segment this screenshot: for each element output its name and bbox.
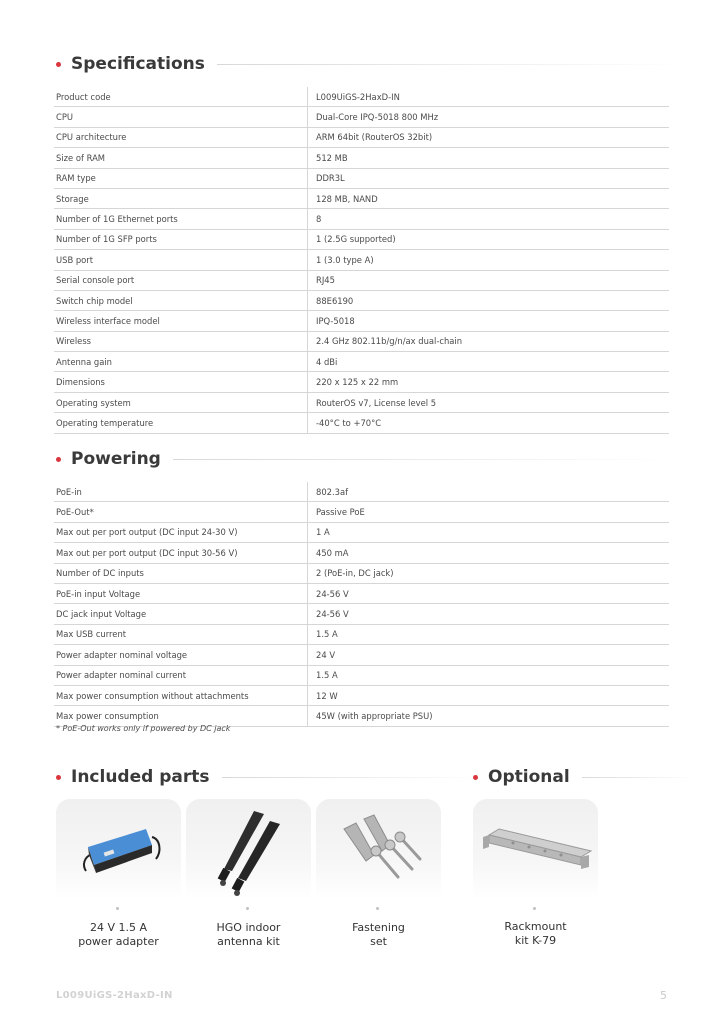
spec-row (54, 311, 669, 331)
section-title: Optional (488, 767, 570, 787)
spec-value: Dual-Core IPQ-5018 800 MHz (308, 107, 670, 127)
part-label (56, 921, 181, 949)
part-label (473, 920, 598, 948)
spec-row (54, 482, 669, 502)
spec-row (54, 543, 669, 563)
part-card-antenna-kit (186, 799, 311, 949)
part-label-line1: 24 V 1.5 A (89, 921, 148, 934)
spec-row (54, 685, 669, 705)
spec-key: Number of 1G Ethernet ports (54, 209, 308, 229)
spec-row (54, 372, 669, 392)
spec-key: Switch chip model (54, 290, 308, 310)
spec-value: 220 x 125 x 22 mm (308, 372, 670, 392)
spec-row (54, 604, 669, 624)
spec-value: -40°C to +70°C (308, 413, 670, 433)
spec-value: L009UiGS-2HaxD-IN (308, 87, 670, 107)
spec-row (54, 645, 669, 665)
part-card-power-adapter (56, 799, 181, 949)
spec-key: PoE-in (54, 482, 308, 502)
section-title: Included parts (71, 767, 210, 787)
specifications-table (54, 87, 669, 434)
card-dot (116, 907, 119, 910)
spec-key: Max USB current (54, 624, 308, 644)
spec-value: 1 (2.5G supported) (308, 229, 670, 249)
spec-key: Max power consumption (54, 706, 308, 726)
powering-header (56, 449, 673, 469)
spec-key: Max out per port output (DC input 24-30 V) (54, 522, 308, 542)
part-card-rackmount-kit (473, 799, 598, 949)
header-divider (173, 459, 673, 460)
spec-key: PoE-Out* (54, 502, 308, 522)
page-number: 5 (660, 989, 667, 1002)
spec-row (54, 502, 669, 522)
footer-model-name: L009UiGS-2HaxD-IN (56, 990, 173, 1001)
spec-key: CPU (54, 107, 308, 127)
spec-row (54, 107, 669, 127)
spec-row (54, 209, 669, 229)
part-label-line2: kit K-79 (514, 934, 557, 947)
spec-value: 450 mA (308, 543, 670, 563)
spec-value: 12 W (308, 685, 670, 705)
spec-value: 45W (with appropriate PSU) (308, 706, 670, 726)
spec-row (54, 229, 669, 249)
spec-row (54, 250, 669, 270)
spec-row (54, 583, 669, 603)
section-title: Powering (71, 449, 161, 469)
spec-key: RAM type (54, 168, 308, 188)
spec-key: Power adapter nominal voltage (54, 645, 308, 665)
part-label-line1: Rackmount (504, 920, 567, 933)
spec-key: Max power consumption without attachments (54, 685, 308, 705)
spec-key: Number of DC inputs (54, 563, 308, 583)
antenna-kit-image (186, 799, 311, 899)
spec-key: Size of RAM (54, 148, 308, 168)
bullet-dot-icon (56, 457, 61, 462)
spec-row (54, 665, 669, 685)
spec-row (54, 148, 669, 168)
header-divider (217, 64, 687, 65)
card-dot (533, 907, 536, 910)
spec-row (54, 290, 669, 310)
spec-key: CPU architecture (54, 127, 308, 147)
spec-row (54, 522, 669, 542)
spec-value: 24 V (308, 645, 670, 665)
spec-key: Wireless (54, 331, 308, 351)
spec-value: Passive PoE (308, 502, 670, 522)
spec-row (54, 188, 669, 208)
spec-row (54, 87, 669, 107)
part-label-line2: antenna kit (217, 935, 280, 948)
power-adapter-image (56, 799, 181, 899)
spec-value: 24-56 V (308, 604, 670, 624)
powering-table-body (54, 482, 669, 726)
spec-value: IPQ-5018 (308, 311, 670, 331)
optional-header (473, 767, 692, 787)
specifications-table-body (54, 87, 669, 433)
part-label (186, 921, 311, 949)
spec-row (54, 127, 669, 147)
part-card-fastening-set (316, 799, 441, 949)
spec-value: ARM 64bit (RouterOS 32bit) (308, 127, 670, 147)
fastening-set-image (316, 799, 441, 899)
card-dot (376, 907, 379, 910)
spec-key: Storage (54, 188, 308, 208)
spec-key: Number of 1G SFP ports (54, 229, 308, 249)
poe-out-footnote: * PoE-Out works only if powered by DC jack (56, 724, 231, 733)
spec-key: Max out per port output (DC input 30-56 V) (54, 543, 308, 563)
spec-value: 1.5 A (308, 665, 670, 685)
spec-value: 8 (308, 209, 670, 229)
spec-value: 2 (PoE-in, DC jack) (308, 563, 670, 583)
spec-key: DC jack input Voltage (54, 604, 308, 624)
spec-key: Product code (54, 87, 308, 107)
part-label-line2: power adapter (78, 935, 159, 948)
spec-row (54, 563, 669, 583)
spec-value: 2.4 GHz 802.11b/g/n/ax dual-chain (308, 331, 670, 351)
part-label (316, 921, 441, 949)
header-divider (582, 777, 692, 778)
section-title: Specifications (71, 54, 205, 74)
spec-key: PoE-in input Voltage (54, 583, 308, 603)
spec-row (54, 168, 669, 188)
included-parts-header (56, 767, 482, 787)
spec-key: Wireless interface model (54, 311, 308, 331)
spec-row (54, 270, 669, 290)
rackmount-kit-image (473, 799, 598, 899)
part-label-line2: set (370, 935, 387, 948)
spec-value: 1.5 A (308, 624, 670, 644)
spec-key: Operating system (54, 392, 308, 412)
specifications-header (56, 54, 687, 74)
spec-value: RouterOS v7, License level 5 (308, 392, 670, 412)
spec-value: 802.3af (308, 482, 670, 502)
bullet-dot-icon (473, 775, 478, 780)
spec-row (54, 352, 669, 372)
spec-value: 512 MB (308, 148, 670, 168)
part-label-line1: HGO indoor (216, 921, 281, 934)
spec-key: Serial console port (54, 270, 308, 290)
spec-value: 1 A (308, 522, 670, 542)
spec-value: 24-56 V (308, 583, 670, 603)
spec-key: Antenna gain (54, 352, 308, 372)
spec-row (54, 331, 669, 351)
spec-row (54, 413, 669, 433)
card-dot (246, 907, 249, 910)
spec-value: 88E6190 (308, 290, 670, 310)
spec-value: RJ45 (308, 270, 670, 290)
powering-table (54, 482, 669, 727)
bullet-dot-icon (56, 775, 61, 780)
spec-value: DDR3L (308, 168, 670, 188)
spec-row (54, 392, 669, 412)
spec-value: 128 MB, NAND (308, 188, 670, 208)
spec-key: USB port (54, 250, 308, 270)
spec-value: 1 (3.0 type A) (308, 250, 670, 270)
bullet-dot-icon (56, 62, 61, 67)
header-divider (222, 777, 482, 778)
spec-key: Dimensions (54, 372, 308, 392)
spec-key: Operating temperature (54, 413, 308, 433)
spec-value: 4 dBi (308, 352, 670, 372)
spec-row (54, 624, 669, 644)
part-label-line1: Fastening (352, 921, 405, 934)
spec-key: Power adapter nominal current (54, 665, 308, 685)
